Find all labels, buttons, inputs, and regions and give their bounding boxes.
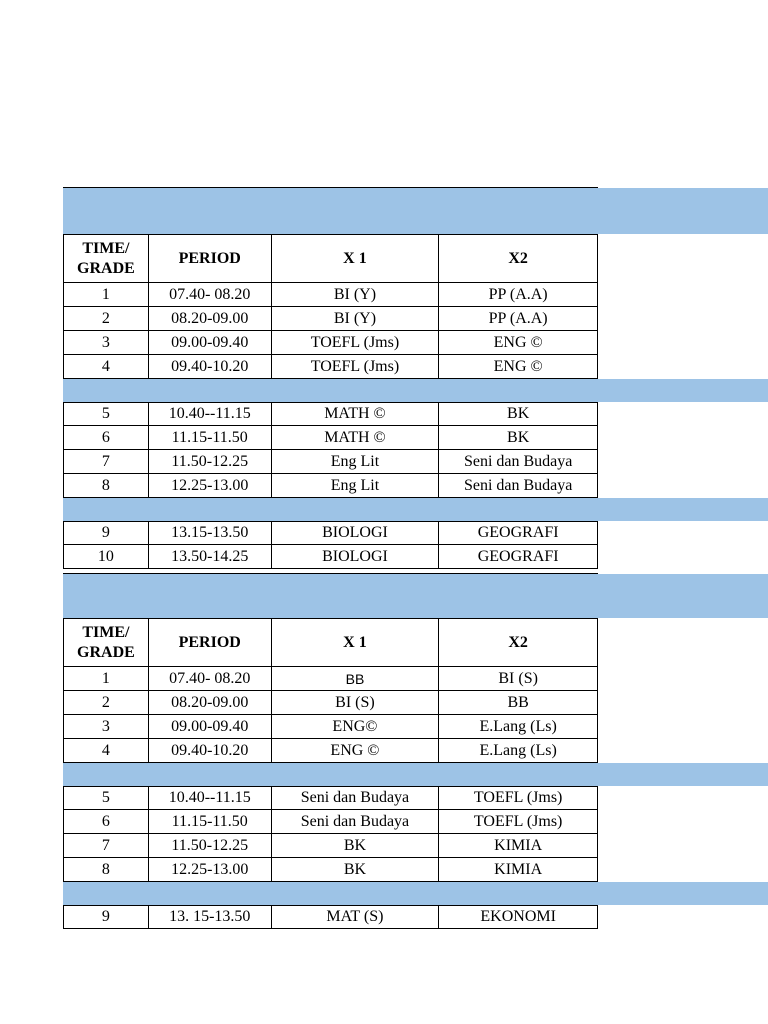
table-row <box>63 715 598 739</box>
x2-cell: ENG © <box>439 355 598 379</box>
period-cell: 09.40-10.20 <box>149 739 272 763</box>
x1-cell: ENG © <box>272 739 440 763</box>
grade-cell: 3 <box>64 715 149 739</box>
break-band <box>63 882 768 905</box>
x2-cell: Seni dan Budaya <box>439 450 598 474</box>
header-cell: PERIOD <box>149 235 272 283</box>
period-cell: 09.40-10.20 <box>149 355 272 379</box>
x1-cell: Seni dan Budaya <box>272 787 440 810</box>
period-cell: 11.50-12.25 <box>149 450 272 474</box>
grade-cell: 9 <box>64 522 149 545</box>
x1-cell: Eng Lit <box>272 450 440 474</box>
table-row <box>63 905 598 929</box>
table-row <box>63 283 598 307</box>
x1-cell: MAT (S) <box>272 906 440 929</box>
period-cell: 07.40- 08.20 <box>149 667 272 691</box>
period-cell: 10.40--11.15 <box>149 403 272 426</box>
x2-cell: BK <box>439 426 598 450</box>
grade-cell: 2 <box>64 691 149 715</box>
x1-cell: MATH © <box>272 426 440 450</box>
break-band <box>63 763 768 786</box>
x2-cell: BK <box>439 403 598 426</box>
x2-cell: KIMIA <box>439 834 598 858</box>
period-cell: 11.15-11.50 <box>149 426 272 450</box>
period-cell: 10.40--11.15 <box>149 787 272 810</box>
x2-cell: KIMIA <box>439 858 598 882</box>
grade-cell: 2 <box>64 307 149 331</box>
grade-cell: 6 <box>64 426 149 450</box>
x1-cell: Eng Lit <box>272 474 440 498</box>
grade-cell: 4 <box>64 739 149 763</box>
x1-cell: BK <box>272 858 440 882</box>
grade-cell: 6 <box>64 810 149 834</box>
table-row <box>63 858 598 882</box>
table-row <box>63 355 598 379</box>
table-row <box>63 691 598 715</box>
period-cell: 13. 15-13.50 <box>149 906 272 929</box>
table-row <box>63 450 598 474</box>
x1-cell: Seni dan Budaya <box>272 810 440 834</box>
x1-cell: BIOLOGI <box>272 545 440 569</box>
header-cell: X 1 <box>272 235 440 283</box>
x1-cell: BIOLOGI <box>272 522 440 545</box>
table-row <box>63 786 598 810</box>
x1-cell: TOEFL (Jms) <box>272 355 440 379</box>
grade-cell: 8 <box>64 474 149 498</box>
grade-cell: 7 <box>64 834 149 858</box>
table-row <box>63 426 598 450</box>
x1-cell: TOEFL (Jms) <box>272 331 440 355</box>
break-band <box>63 498 768 521</box>
grade-cell: 1 <box>64 283 149 307</box>
table-row <box>63 331 598 355</box>
header-cell: X2 <box>439 619 598 667</box>
x2-cell: BB <box>439 691 598 715</box>
table-row <box>63 307 598 331</box>
grade-cell: 10 <box>64 545 149 569</box>
x2-cell: E.Lang (Ls) <box>439 739 598 763</box>
grade-cell: 8 <box>64 858 149 882</box>
x2-cell: TOEFL (Jms) <box>439 810 598 834</box>
period-cell: 08.20-09.00 <box>149 307 272 331</box>
table-header-row <box>63 618 598 667</box>
table-row <box>63 667 598 691</box>
period-cell: 12.25-13.00 <box>149 858 272 882</box>
grade-cell: 5 <box>64 787 149 810</box>
table-row <box>63 521 598 545</box>
table-row <box>63 834 598 858</box>
x1-cell: BB <box>272 667 440 691</box>
table-row <box>63 474 598 498</box>
grade-cell: 1 <box>64 667 149 691</box>
table-header-row <box>63 234 598 283</box>
grade-cell: 5 <box>64 403 149 426</box>
x1-cell: MATH © <box>272 403 440 426</box>
header-cell: PERIOD <box>149 619 272 667</box>
header-cell: TIME/ GRADE <box>64 235 149 283</box>
period-cell: 13.15-13.50 <box>149 522 272 545</box>
grade-cell: 4 <box>64 355 149 379</box>
header-cell: X2 <box>439 235 598 283</box>
break-band <box>63 379 768 402</box>
period-cell: 08.20-09.00 <box>149 691 272 715</box>
period-cell: 09.00-09.40 <box>149 331 272 355</box>
x1-cell: BI (Y) <box>272 283 440 307</box>
x2-cell: PP (A.A) <box>439 307 598 331</box>
grade-cell: 9 <box>64 906 149 929</box>
x2-cell: EKONOMI <box>439 906 598 929</box>
header-cell: X 1 <box>272 619 440 667</box>
x2-cell: Seni dan Budaya <box>439 474 598 498</box>
table-row <box>63 402 598 426</box>
period-cell: 11.15-11.50 <box>149 810 272 834</box>
period-cell: 13.50-14.25 <box>149 545 272 569</box>
table-title-band <box>63 188 768 234</box>
x1-cell: BK <box>272 834 440 858</box>
period-cell: 12.25-13.00 <box>149 474 272 498</box>
x2-cell: TOEFL (Jms) <box>439 787 598 810</box>
x2-cell: E.Lang (Ls) <box>439 715 598 739</box>
table-row <box>63 810 598 834</box>
table-row <box>63 739 598 763</box>
x2-cell: GEOGRAFI <box>439 545 598 569</box>
x2-cell: PP (A.A) <box>439 283 598 307</box>
grade-cell: 3 <box>64 331 149 355</box>
table-title-band <box>63 574 768 618</box>
table-row <box>63 545 598 569</box>
period-cell: 07.40- 08.20 <box>149 283 272 307</box>
grade-cell: 7 <box>64 450 149 474</box>
x2-cell: GEOGRAFI <box>439 522 598 545</box>
x2-cell: ENG © <box>439 331 598 355</box>
header-cell: TIME/ GRADE <box>64 619 149 667</box>
x1-cell: BI (S) <box>272 691 440 715</box>
x2-cell: BI (S) <box>439 667 598 691</box>
x1-cell: BI (Y) <box>272 307 440 331</box>
period-cell: 11.50-12.25 <box>149 834 272 858</box>
x1-cell: ENG© <box>272 715 440 739</box>
period-cell: 09.00-09.40 <box>149 715 272 739</box>
